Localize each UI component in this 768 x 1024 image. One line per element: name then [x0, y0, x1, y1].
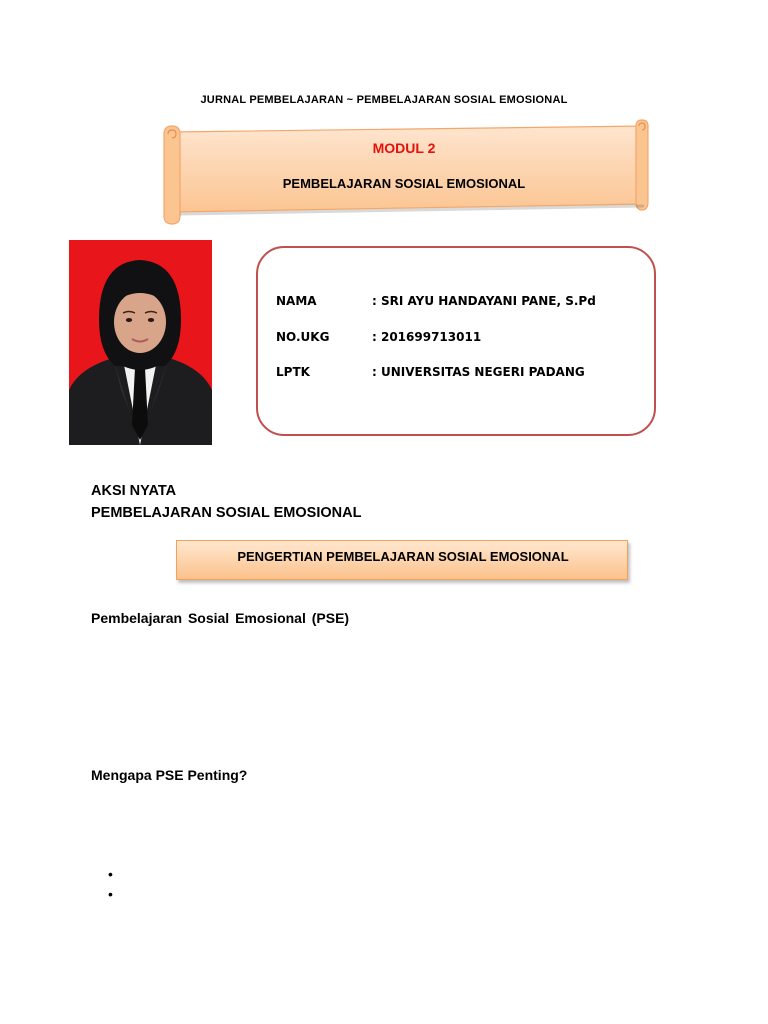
ukg-label: NO.UKG — [276, 330, 330, 344]
person-portrait-image — [69, 240, 212, 445]
profile-info-card — [256, 246, 656, 436]
module-label: MODUL 2 — [372, 140, 436, 156]
module-subtitle: PEMBELAJARAN SOSIAL EMOSIONAL — [282, 176, 526, 191]
name-label: NAMA — [276, 294, 317, 308]
list-item: • — [108, 886, 113, 902]
pse-heading: Pembelajaran Sosial Emosional (PSE) — [91, 610, 350, 626]
why-pse-heading: Mengapa PSE Penting? — [91, 767, 248, 783]
definition-heading-text: PENGERTIAN PEMBELAJARAN SOSIAL EMOSIONAL — [237, 549, 569, 564]
section-title-pse: PEMBELAJARAN SOSIAL EMOSIONAL — [91, 505, 362, 521]
module-scroll-banner — [158, 118, 650, 226]
bullet-list — [108, 864, 113, 904]
definition-heading-box — [176, 540, 628, 580]
section-title-aksi-nyata: AKSI NYATA — [91, 483, 177, 499]
page-header-title: JURNAL PEMBELAJARAN ~ PEMBELAJARAN SOSIAL EMOSIONAL — [200, 94, 568, 106]
name-value: : SRI AYU HANDAYANI PANE, S.Pd — [372, 294, 596, 308]
scroll-banner-shape — [158, 118, 650, 226]
list-item: • — [108, 866, 113, 882]
lptk-label: LPTK — [276, 365, 310, 379]
ukg-value: : 201699713011 — [372, 330, 482, 344]
profile-photo — [69, 240, 212, 445]
lptk-value: : UNIVERSITAS NEGERI PADANG — [372, 365, 585, 379]
